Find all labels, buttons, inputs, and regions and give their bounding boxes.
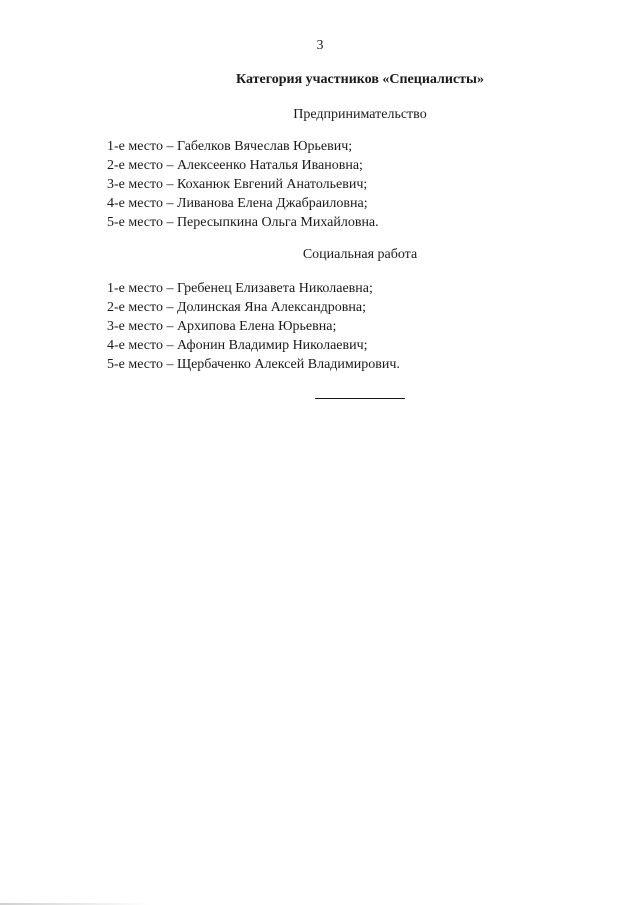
list-item: 3-е место – Архипова Елена Юрьевна; — [107, 319, 337, 334]
entrepreneurship-winners-list — [107, 137, 379, 232]
list-item: 5-е место – Пересыпкина Ольга Михайловна. — [107, 215, 379, 230]
list-item: 3-е место – Коханюк Евгений Анатольевич; — [107, 177, 368, 192]
list-item: 4-е место – Ливанова Елена Джабраиловна; — [107, 196, 368, 211]
page-number: 3 — [316, 38, 324, 53]
list-item: 4-е место – Афонин Владимир Николаевич; — [107, 338, 368, 353]
list-item: 1-е место – Габелков Вячеслав Юрьевич; — [107, 139, 353, 154]
list-item: 1-е место – Гребенец Елизавета Николаевна; — [107, 281, 373, 296]
closing-divider — [315, 398, 405, 399]
category-heading: Категория участников «Специалисты» — [236, 72, 484, 87]
list-item: 2-е место – Долинская Яна Александровна; — [107, 300, 366, 315]
social-work-winners-list — [107, 279, 400, 374]
list-item: 2-е место – Алексеенко Наталья Ивановна; — [107, 158, 363, 173]
section-title-entrepreneurship: Предпринимательство — [293, 107, 427, 122]
list-item: 5-е место – Щербаченко Алексей Владимирович. — [107, 357, 400, 372]
section-title-social-work: Социальная работа — [302, 247, 418, 262]
